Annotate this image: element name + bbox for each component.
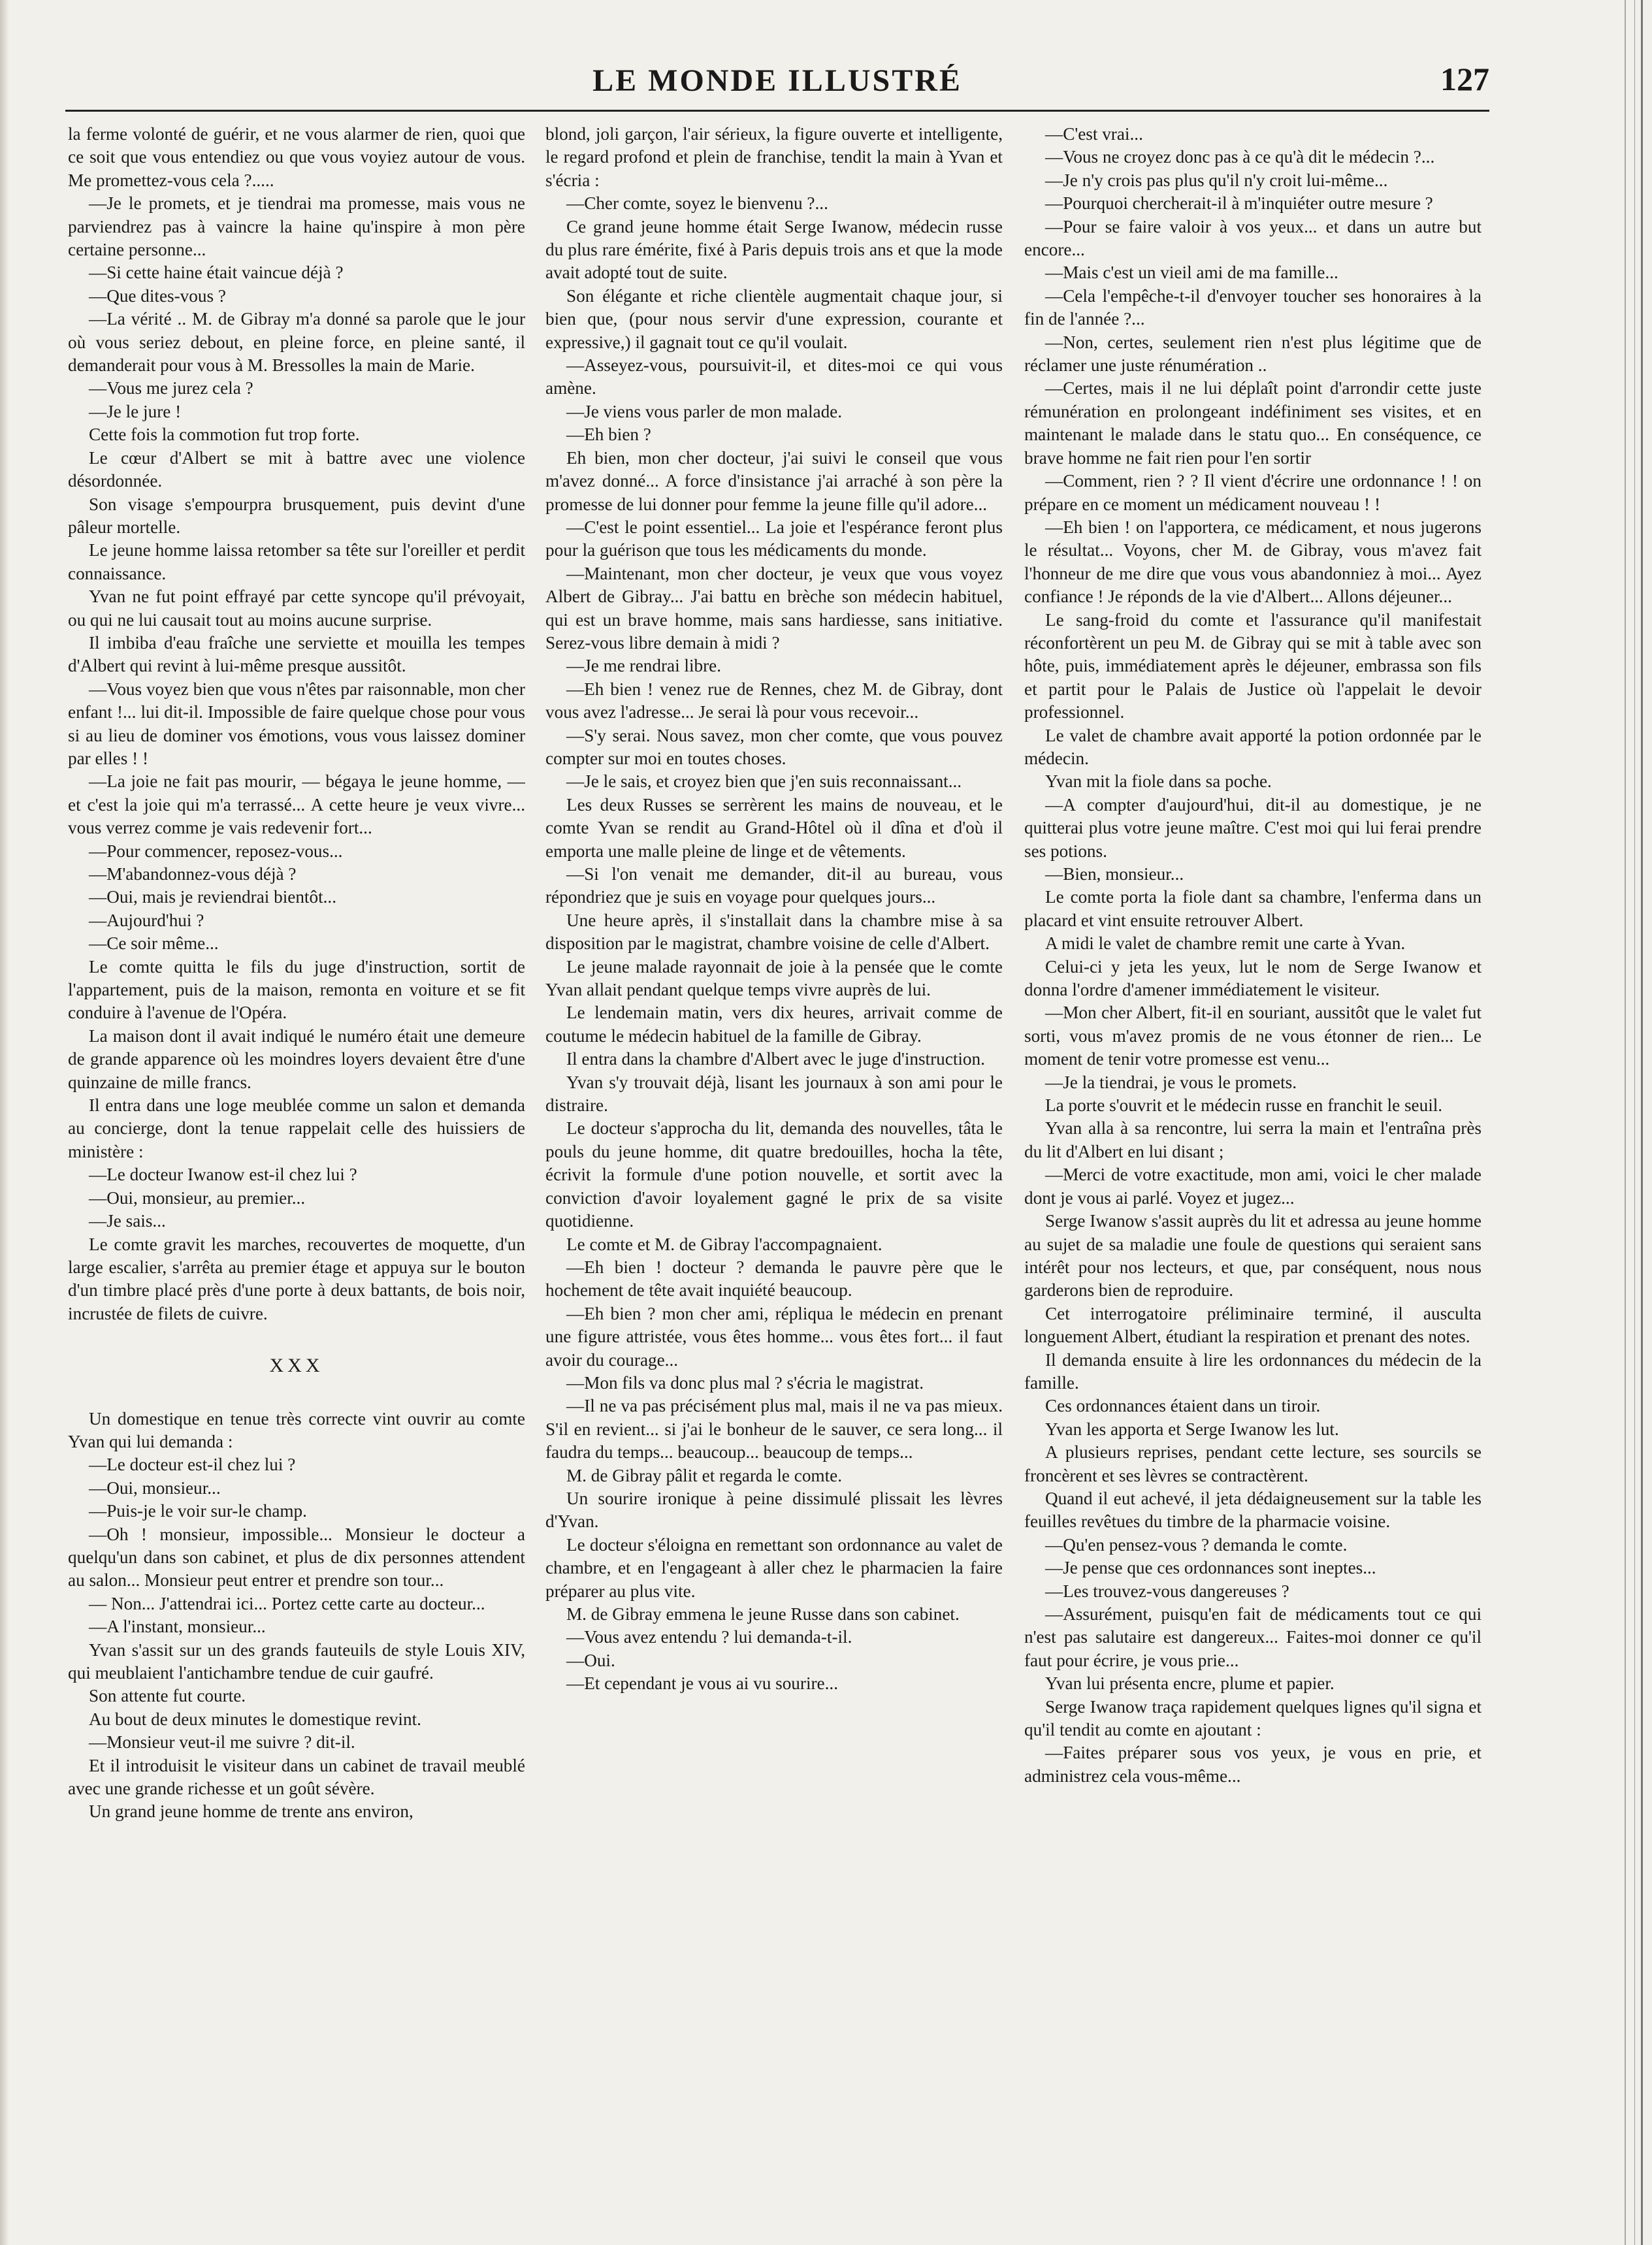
paragraph: Cet interrogatoire préliminaire terminé, il ausculta longuement Albert, étudiant la respiration et prenant des notes. — [1024, 1303, 1482, 1347]
paragraph: —Pour se faire valoir à vos yeux... et dans un autre but encore... — [1024, 216, 1482, 260]
paragraph: —Non, certes, seulement rien n'est plus légitime que de réclamer une juste rénumération .. — [1024, 332, 1482, 376]
paragraph: —Vous avez entendu ? lui demanda-t-il. — [566, 1627, 852, 1647]
paragraph: —M'abandonnez-vous déjà ? — [89, 864, 297, 884]
paragraph: Le jeune malade rayonnait de joie à la pensée que le comte Yvan allait pendant quelque temps vivre auprès de lui. — [545, 956, 1003, 1000]
paragraph: —Oui. — [566, 1650, 615, 1670]
paragraph: Ce grand jeune homme était Serge Iwanow, médecin russe du plus rare émérite, fixé à Paris depuis trois ans et que la mode avait adopté tout de suite. — [545, 216, 1003, 283]
paragraph: Un sourire ironique à peine dissimulé plissait les lèvres d'Yvan. — [545, 1488, 1003, 1532]
page-header — [65, 60, 1489, 106]
column-1 — [68, 123, 525, 2213]
paragraph: —Je viens vous parler de mon malade. — [566, 401, 843, 421]
paragraph: Il demanda ensuite à lire les ordonnances du médecin de la famille. — [1024, 1349, 1482, 1393]
paragraph: —Je le sais, et croyez bien que j'en suis reconnaissant... — [566, 771, 962, 792]
paragraph: —Vous voyez bien que vous n'êtes par raisonnable, mon cher enfant !... lui dit-il. Impossible de faire quelque chose pour vous si au lieu de dominer vos émotions, vous vous laissez dominer par elles ! ! — [68, 679, 525, 768]
paragraph: —Puis-je le voir sur-le champ. — [89, 1501, 307, 1521]
paragraph: M. de Gibray emmena le jeune Russe dans son cabinet. — [566, 1604, 960, 1624]
paragraph: —Eh bien ! venez rue de Rennes, chez M. de Gibray, dont vous avez l'adresse... Je serai là pour vous recevoir... — [545, 679, 1003, 722]
paragraph: —S'y serai. Nous savez, mon cher comte, que vous pouvez compter sur moi en toutes choses. — [545, 725, 1003, 768]
paragraph: —Et cependant je vous ai vu sourire... — [566, 1673, 839, 1694]
paragraph: —Monsieur veut-il me suivre ? dit-il. — [89, 1732, 355, 1752]
paragraph: —La vérité .. M. de Gibray m'a donné sa parole que le jour où vous seriez debout, en pleine force, en pleine santé, il demanderait pour vous à M. Bressolles la main de Marie. — [68, 309, 525, 376]
publication-title: LE MONDE ILLUSTRÉ — [592, 63, 962, 98]
paragraph: Yvan alla à sa rencontre, lui serra la main et l'entraîna près du lit d'Albert en lui disant ; — [1024, 1118, 1482, 1161]
paragraph: La porte s'ouvrit et le médecin russe en franchit le seuil. — [1045, 1095, 1443, 1116]
paragraph: Le cœur d'Albert se mit à battre avec une violence désordonnée. — [68, 447, 525, 491]
paragraph: —Si l'on venait me demander, dit-il au bureau, vous répondriez que je suis en voyage pour quelques jours... — [545, 864, 1003, 907]
paragraph: —Vous me jurez cela ? — [89, 378, 253, 398]
paragraph: Le docteur s'éloigna en remettant son ordonnance au valet de chambre, et en l'engageant à aller chez le pharmacien la faire préparer au plus vite. — [545, 1534, 1003, 1601]
paragraph: Le sang-froid du comte et l'assurance qu'il manifestait réconfortèrent un peu M. de Gibray qui se mit à table avec son hôte, puis, immédiatement après le déjeuner, embrassa son fils et partit pour le Palais de Justice où l'appelait le devoir professionnel. — [1024, 609, 1482, 722]
paragraph: —Je la tiendrai, je vous le promets. — [1045, 1072, 1297, 1092]
paragraph: Un domestique en tenue très correcte vint ouvrir au comte Yvan qui lui demanda : — [68, 1408, 525, 1451]
paragraph: Il entra dans la chambre d'Albert avec le juge d'instruction. — [566, 1049, 985, 1069]
paragraph: —C'est vrai... — [1045, 124, 1143, 144]
paragraph: M. de Gibray pâlit et regarda le comte. — [566, 1465, 842, 1485]
paragraph: —Que dites-vous ? — [89, 285, 226, 306]
paragraph: —Le docteur est-il chez lui ? — [89, 1455, 296, 1475]
paragraph: —Les trouvez-vous dangereuses ? — [1045, 1581, 1289, 1601]
paragraph: —Je n'y crois pas plus qu'il n'y croit lui-même... — [1045, 170, 1388, 190]
paragraph: Yvan ne fut point effrayé par cette syncope qu'il prévoyait, ou qui ne lui causait tout au moins aucune surprise. — [68, 587, 525, 630]
paragraph: A plusieurs reprises, pendant cette lecture, ses sourcils se froncèrent et ses lèvres se contractèrent. — [1024, 1442, 1482, 1485]
paragraph: Son attente fut courte. — [89, 1686, 246, 1706]
paragraph: —Asseyez-vous, poursuivit-il, et dites-moi ce qui vous amène. — [545, 355, 1003, 398]
header-rule — [65, 110, 1489, 112]
paragraph: Il imbiba d'eau fraîche une serviette et mouilla les tempes d'Albert qui revint à lui-même presque aussitôt. — [68, 632, 525, 676]
paragraph: —Oui, mais je reviendrai bientôt... — [89, 887, 337, 907]
paragraph: Eh bien, mon cher docteur, j'ai suivi le conseil que vous m'avez donné... A force d'insistance j'ai arraché à son père la promesse de lui donner pour femme la jeune fille qu'il adore... — [545, 447, 1003, 514]
paragraph: Son élégante et riche clientèle augmentait chaque jour, si bien que, (pour nous servir d'une expression, courante et expressive,) il gagnait tout ce qu'il voulait. — [545, 285, 1003, 352]
page-left-edge — [0, 0, 9, 2245]
paragraph: Cette fois la commotion fut trop forte. — [89, 425, 360, 445]
paragraph: —Eh bien ? mon cher ami, répliqua le médecin en prenant une figure attristée, vous êtes homme... vous êtes fort... il faut avoir du courage... — [545, 1303, 1003, 1370]
paragraph: —Certes, mais il ne lui déplaît point d'arrondir cette juste rémunération en prolongeant indéfiniment ses visites, et en maintenant le malade dans le statu quo... En conséquence, ce brave homme ne fait rien pour l'en sortir — [1024, 378, 1482, 468]
paragraph: —C'est le point essentiel... La joie et l'espérance feront plus pour la guérison que tous les médicaments du monde. — [545, 517, 1003, 560]
paragraph: la ferme volonté de guérir, et ne vous alarmer de rien, quoi que ce soit que vous entendiez ou que vous voyiez autour de vous. Me promettez-vous cela ?..... — [68, 124, 525, 190]
paragraph: Un grand jeune homme de trente ans environ, — [89, 1801, 413, 1822]
paragraph: Le comte quitta le fils du juge d'instruction, sortit de l'appartement, puis de la maison, remonta en voiture et se fit conduire à l'avenue de l'Opéra. — [68, 956, 525, 1023]
paragraph: Le valet de chambre avait apporté la potion ordonnée par le médecin. — [1024, 725, 1482, 768]
paragraph: —Vous ne croyez donc pas à ce qu'à dit le médecin ?... — [1045, 147, 1435, 167]
paragraph: —Pourquoi chercherait-il à m'inquiéter outre mesure ? — [1045, 193, 1433, 214]
paragraph: Yvan s'assit sur un des grands fauteuils de style Louis XIV, qui meublaient l'antichambre tendue de cuir gaufré. — [68, 1639, 525, 1683]
binding-edge-outer — [1625, 0, 1626, 2245]
page-number: 127 — [1440, 61, 1489, 97]
paragraph: Le docteur s'approcha du lit, demanda des nouvelles, tâta le pouls du jeune homme, dit quatre bredouilles, hocha la tête, écrivit la formule d'une potion nouvelle, et sortit avec la conviction d'avoir loyalement gagné le prix de sa visite quotidienne. — [545, 1118, 1003, 1231]
paragraph: —Assurément, puisqu'en fait de médicaments tout ce qui n'est pas salutaire est dangereux... Faites-moi donner ce qu'il faut pour écrire, je vous prie... — [1024, 1604, 1482, 1670]
paragraph: —Je le promets, et je tiendrai ma promesse, mais vous ne parviendrez pas à vaincre la haine qu'inspire à mon père certaine personne... — [68, 193, 525, 260]
paragraph: Une heure après, il s'installait dans la chambre mise à sa disposition par le magistrat, chambre voisine de celle d'Albert. — [545, 910, 1003, 954]
paragraph: —A l'instant, monsieur... — [89, 1617, 266, 1637]
paragraph: — Non... J'attendrai ici... Portez cette carte au docteur... — [89, 1593, 485, 1613]
paragraph: La maison dont il avait indiqué le numéro était une demeure de grande apparence où les moindres loyers devaient être d'une quinzaine de mille francs. — [68, 1026, 525, 1092]
paragraph: —Oh ! monsieur, impossible... Monsieur le docteur a quelqu'un dans son cabinet, et plus de dix personnes attendent au salon... Monsieur peut entrer et prendre son tour... — [68, 1524, 525, 1591]
paragraph: —Je me rendrai libre. — [566, 656, 722, 676]
paragraph: Il entra dans une loge meublée comme un salon et demanda au concierge, dont la tenue rappelait celle des huissiers de ministère : — [68, 1095, 525, 1161]
paragraph: Le lendemain matin, vers dix heures, arrivait comme de coutume le médecin habituel de la famille de Gibray. — [545, 1003, 1003, 1046]
paragraph: blond, joli garçon, l'air sérieux, la figure ouverte et intelligente, le regard profond et plein de franchise, tendit la main à Yvan et s'écria : — [545, 124, 1003, 190]
paragraph: —Le docteur Iwanow est-il chez lui ? — [89, 1165, 357, 1185]
paragraph: —Cela l'empêche-t-il d'envoyer toucher ses honoraires à la fin de l'année ?... — [1024, 285, 1482, 329]
paragraph: Serge Iwanow traça rapidement quelques lignes qu'il signa et qu'il tendit au comte en ajoutant : — [1024, 1696, 1482, 1740]
paragraph: Les deux Russes se serrèrent les mains de nouveau, et le comte Yvan se rendit au Grand-Hôtel où il dîna et d'où il emporta une malle pleine de linge et de vêtements. — [545, 794, 1003, 861]
paragraph: Yvan lui présenta encre, plume et papier. — [1045, 1673, 1335, 1694]
paragraph: Le comte gravit les marches, recouvertes de moquette, d'un large escalier, s'arrêta au premier étage et appuya sur le bouton d'un timbre placé près d'une porte à deux battants, de bois noir, incrustée de filets de cuivre. — [68, 1234, 525, 1323]
column-2 — [545, 123, 1003, 2213]
paragraph: Le comte et M. de Gibray l'accompagnaient. — [566, 1234, 883, 1254]
paragraph: Au bout de deux minutes le domestique revint. — [89, 1709, 421, 1729]
paragraph: Yvan mit la fiole dans sa poche. — [1045, 771, 1272, 792]
paragraph: —Eh bien ? — [566, 425, 651, 445]
column-3 — [1024, 123, 1482, 2213]
paragraph: —Mon fils va donc plus mal ? s'écria le magistrat. — [566, 1372, 924, 1393]
paragraph: Serge Iwanow s'assit auprès du lit et adressa au jeune homme au sujet de sa maladie une foule de questions qui seraient sans intérêt pour nos lecteurs, et que, par conséquent, nous nous garderons bien de reproduire. — [1024, 1211, 1482, 1300]
paragraph: Le comte porta la fiole dant sa chambre, l'enferma dans un placard et vint ensuite retrouver Albert. — [1024, 887, 1482, 930]
paragraph: —Maintenant, mon cher docteur, je veux que vous voyez Albert de Gibray... J'ai battu en brèche son médecin habituel, qui est un brave homme, mais sans hardiesse, sans initiative. Serez-vous libre demain à midi ? — [545, 563, 1003, 653]
binding-edge — [1641, 0, 1643, 2245]
paragraph: Yvan s'y trouvait déjà, lisant les journaux à son ami pour le distraire. — [545, 1072, 1003, 1116]
paragraph: Le jeune homme laissa retomber sa tête sur l'oreiller et perdit connaissance. — [68, 540, 525, 583]
binding-edge-inner — [1634, 0, 1635, 2245]
paragraph: —Oui, monsieur... — [89, 1478, 221, 1498]
paragraph: A midi le valet de chambre remit une carte à Yvan. — [1045, 933, 1406, 954]
paragraph: Ces ordonnances étaient dans un tiroir. — [1045, 1396, 1321, 1416]
paragraph: —Pour commencer, reposez-vous... — [89, 841, 343, 861]
paragraph: Quand il eut achevé, il jeta dédaigneusement sur la table les feuilles revêtues du timbre de la pharmacie voisine. — [1024, 1488, 1482, 1532]
paragraph: —Aujourd'hui ? — [89, 910, 204, 930]
paragraph: —Il ne va pas précisément plus mal, mais il ne va pas mieux. S'il en revient... si j'ai le bonheur de le sauver, ce sera long... il faudra du temps... beaucoup... beaucoup de temps... — [545, 1396, 1003, 1462]
paragraph: —Eh bien ! on l'apportera, ce médicament, et nous jugerons le résultat... Voyons, cher M. de Gibray, vous m'avez fait l'honneur de me dire que vous vous abandonniez à moi... Ayez confiance ! Je réponds de la vie d'Albert... Allons déjeuner... — [1024, 517, 1482, 607]
paragraph: —Eh bien ! docteur ? demanda le pauvre père que le hochement de tête avait inquiété beaucoup. — [545, 1257, 1003, 1300]
paragraph: —Ce soir même... — [89, 933, 219, 954]
paragraph: —Comment, rien ? ? Il vient d'écrire une ordonnance ! ! on prépare en ce moment un médicament nouveau ! ! — [1024, 471, 1482, 514]
chapter-heading: XXX — [269, 1355, 324, 1377]
paragraph: Et il introduisit le visiteur dans un cabinet de travail meublé avec une grande richesse et un goût sévère. — [68, 1755, 525, 1799]
paragraph: Yvan les apporta et Serge Iwanow les lut. — [1045, 1419, 1339, 1439]
paragraph: Son visage s'empourpra brusquement, puis devint d'une pâleur mortelle. — [68, 494, 525, 537]
paragraph: —Faites préparer sous vos yeux, je vous en prie, et administrez cela vous-même... — [1024, 1743, 1482, 1786]
paragraph: Celui-ci y jeta les yeux, lut le nom de Serge Iwanow et donna l'ordre d'amener immédiatement le visiteur. — [1024, 956, 1482, 1000]
paragraph: —Je sais... — [89, 1211, 166, 1231]
paragraph: —A compter d'aujourd'hui, dit-il au domestique, je ne quitterai plus votre jeune maître. C'est moi qui lui ferai prendre ses potions. — [1024, 794, 1482, 861]
paragraph: —Merci de votre exactitude, mon ami, voici le cher malade dont je vous ai parlé. Voyez et jugez... — [1024, 1165, 1482, 1208]
paragraph: —Oui, monsieur, au premier... — [89, 1187, 306, 1208]
paragraph: —La joie ne fait pas mourir, — bégaya le jeune homme, — et c'est la joie qui m'a terrassé... A cette heure je veux vivre... vous verrez comme je vais redevenir fort... — [68, 771, 525, 838]
paragraph: —Mais c'est un vieil ami de ma famille... — [1045, 263, 1338, 283]
paragraph: —Je le jure ! — [89, 401, 182, 421]
paragraph: —Cher comte, soyez le bienvenu ?... — [566, 193, 828, 214]
paragraph: —Qu'en pensez-vous ? demanda le comte. — [1045, 1534, 1348, 1555]
paragraph: —Mon cher Albert, fit-il en souriant, aussitôt que le valet fut sorti, vous m'avez promis de ne vous étonner de rien... Le moment de tenir votre promesse est venu... — [1024, 1003, 1482, 1069]
paragraph: —Si cette haine était vaincue déjà ? — [89, 263, 344, 283]
paragraph: —Bien, monsieur... — [1045, 864, 1184, 884]
paragraph: —Je pense que ces ordonnances sont ineptes... — [1045, 1558, 1376, 1578]
